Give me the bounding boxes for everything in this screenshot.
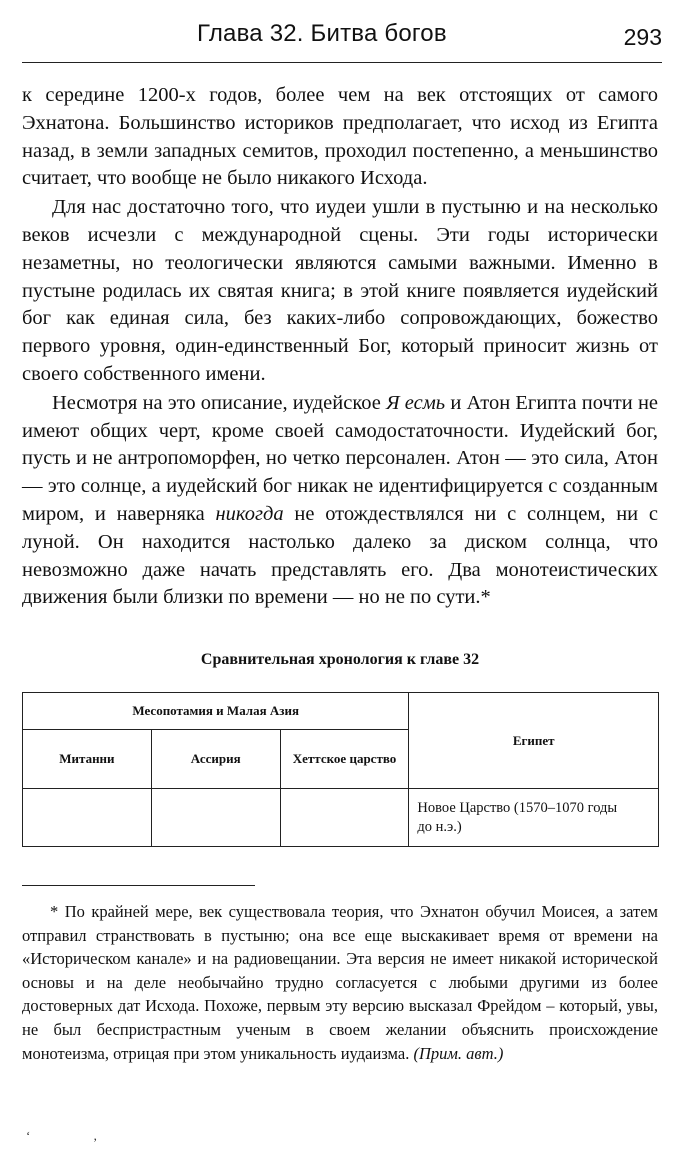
table-caption: Сравнительная хронология к главе 32 bbox=[200, 651, 480, 668]
paragraph-2: Для нас достаточно того, что иудеи ушли в пустыню и на несколько веков исчезли с международной сцены. Эти годы исторически незаметны, но теологически являются самыми важными. Именно в пустыне родилась их святая книга; в этой книге появляется иудейский бог как единая сила, без каких-либо сопровождающих, божество первого уровня, один-единственный Бог, который приносит жизнь от своего собственного имени. bbox=[22, 196, 658, 385]
column-header-mitanni: Митанни bbox=[23, 730, 152, 789]
footnote-rule bbox=[22, 885, 255, 886]
paragraph-3 bbox=[22, 390, 658, 612]
table-header-row-1 bbox=[23, 693, 659, 730]
page-header bbox=[22, 18, 662, 58]
table-cell-egypt: Новое Царство (1570–1070 годы до н.э.) bbox=[409, 789, 659, 847]
chapter-title: Глава 32. Битва богов bbox=[197, 20, 447, 47]
chronology-table bbox=[22, 692, 659, 847]
footnote-note: (Прим. авт.) bbox=[413, 1043, 504, 1063]
footnote-text: * По крайней мере, век существовала теория, что Эхнатон обучил Моисея, а затем отправил странствовать в пустыню; она все еще выскакивает время от времени на «Историческом канале» и на радиовещании. Эта версия не имеет никакой исторической основы и на деле необычайно трудно согласуется с любыми другими из более достоверных дат Исхода. Похоже, первым эту версию высказал Фрейдом – который, увы, не был беспристрастным ученым в своем желании объяснить происхождение монотеизма, отрицая при этом уникальность иудаизма. bbox=[22, 902, 658, 1063]
column-header-hittite: Хеттское царство bbox=[280, 730, 409, 789]
main-text bbox=[22, 82, 658, 612]
stray-marks: ‘ , bbox=[26, 1128, 127, 1143]
column-header-egypt: Египет bbox=[409, 693, 659, 789]
group-header-mesopotamia: Месопотамия и Малая Азия bbox=[23, 693, 409, 730]
table-cell-assyria bbox=[151, 789, 280, 847]
paragraph-1: к середине 1200-х годов, более чем на век отстоящих от самого Эхнатона. Большинство историков предполагает, что исход из Египта назад, в земли западных семитов, проходил постепенно, а меньшинство считает, что вообще не было никакого Исхода. bbox=[22, 84, 658, 190]
paragraph-3-part-c: не отождествлялся ни с солнцем, ни с луной. Он находится настолько далеко за диском солнца, что невозможно даже начать представлять его. Два монотеистических движения были близки по времени — но не по сути.* bbox=[22, 502, 658, 609]
paragraph-3-part-b: и Атон Египта почти не имеют общих черт, кроме своей самодостаточности. Иудейский бог, пусть и не антропоморфен, но четко персонален. Атон — это сила, Атон — это солнце, а иудейский бог никак не идентифицируется с созданным миром, и наверняка bbox=[22, 391, 659, 525]
table-cell-mitanni bbox=[23, 789, 152, 847]
emphasis-ya-esm: Я есмь bbox=[386, 391, 446, 414]
column-header-assyria: Ассирия bbox=[151, 730, 280, 789]
table-cell-hittite bbox=[280, 789, 409, 847]
table-row bbox=[23, 789, 659, 847]
emphasis-nikogda: никогда bbox=[215, 502, 284, 525]
page-number: 293 bbox=[623, 24, 662, 50]
paragraph-3-part-a: Несмотря на это описание, иудейское bbox=[52, 391, 387, 414]
footnote bbox=[22, 900, 658, 1065]
footnote-paragraph bbox=[22, 900, 658, 1065]
header-rule bbox=[22, 62, 662, 63]
